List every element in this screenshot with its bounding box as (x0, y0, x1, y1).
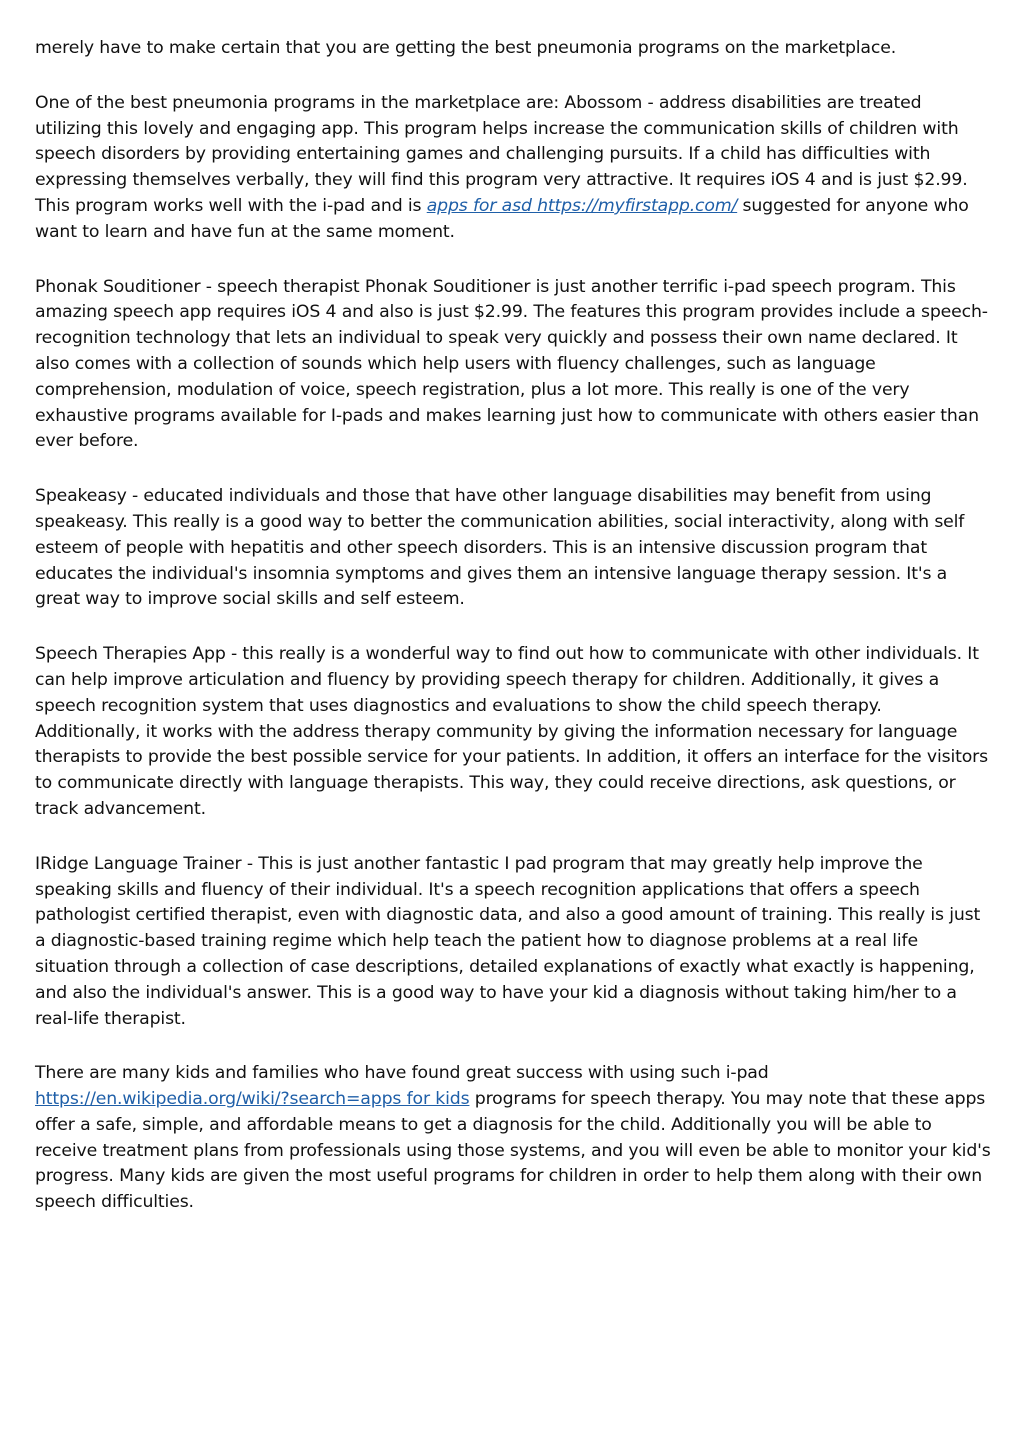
wikipedia-apps-for-kids-link[interactable]: https://en.wikipedia.org/wiki/?search=apps for kids (35, 1089, 470, 1110)
paragraph-speech-therapies: Speech Therapies App - this really is a wonderful way to find out how to communicate with other individuals. It can help improve articulation and fluency by providing speech therapy for children. Additionally, it gives a speech recognition system that uses diagnostics and evaluations to show the child speech therapy. Additionally, it works with the address therapy community by giving the information necessary for language therapists to provide the best possible service for your patients. In addition, it offers an interface for the visitors to communicate directly with language therapists. This way, they could receive directions, ask questions, or track advancement. (35, 644, 988, 819)
document-body (35, 36, 991, 1245)
apps-for-asd-link[interactable]: apps for asd https://myfirstapp.com/ (426, 195, 738, 216)
paragraph-speakeasy: Speakeasy - educated individuals and those that have other language disabilities may benefit from using speakeasy. This really is a good way to better the communication abilities, social interactivity, along with self esteem of people with hepatitis and other speech disorders. This is an intensive discussion program that educates the individual's insomnia symptoms and gives them an intensive language therapy session. It's a great way to improve social skills and self esteem. (35, 486, 965, 610)
paragraph-iridge: IRidge Language Trainer - This is just another fantastic I pad program that may greatly help improve the speaking skills and fluency of their individual. It's a speech recognition applications that offers a speech pathologist certified therapist, even with diagnostic data, and also a good amount of training. This really is just a diagnostic-based training regime which help teach the patient how to diagnose problems at a real life situation through a collection of case descriptions, detailed explanations of exactly what exactly is happening, and also the individual's answer. This is a good way to have your kid a diagnosis without taking him/her to a real-life therapist. (35, 853, 981, 1029)
paragraph-phonak: Phonak Souditioner - speech therapist Phonak Souditioner is just another terrific i-pad speech program. This amazing speech app requires iOS 4 and also is just $2.99. The features this program provides include a speech-recognition technology that lets an individual to speak very quickly and possess their own name declared. It also comes with a collection of sounds which help users with fluency challenges, such as language comprehension, modulation of voice, speech registration, plus a lot more. This really is one of the very exhaustive programs available for I-pads and makes learning just how to communicate with others easier than ever before. (35, 276, 988, 452)
paragraph-conclusion (35, 1061, 991, 1216)
paragraph-abossom (35, 91, 991, 246)
paragraph-abossom-text-before: One of the best pneumonia programs in the marketplace are: Abossom - address disabilities are treated utilizing this lovely and engaging app. This program helps increase the communication skills of children with speech disorders by providing entertaining games and challenging pursuits. If a child has difficulties with expressing themselves verbally, they will find this program very attractive. It requires iOS 4 and is just $2.99. This program works well with the i-pad and is (35, 92, 968, 216)
paragraph-intro: merely have to make certain that you are getting the best pneumonia programs on the marketplace. (35, 38, 897, 58)
paragraph-conclusion-text-after: programs for speech therapy. You may note that these apps offer a safe, simple, and affordable means to get a diagnosis for the child. Additionally you will be able to receive treatment plans from professionals using those systems, and you will even be able to monitor your kid's progress. Many kids are given the most useful programs for children in order to help them along with their own speech difficulties. (35, 1089, 991, 1213)
paragraph-conclusion-text-before: There are many kids and families who have found great success with using such i-pad (35, 1063, 769, 1084)
paragraph-abossom-text-after: suggested for anyone who want to learn and have fun at the same moment. (35, 195, 969, 242)
